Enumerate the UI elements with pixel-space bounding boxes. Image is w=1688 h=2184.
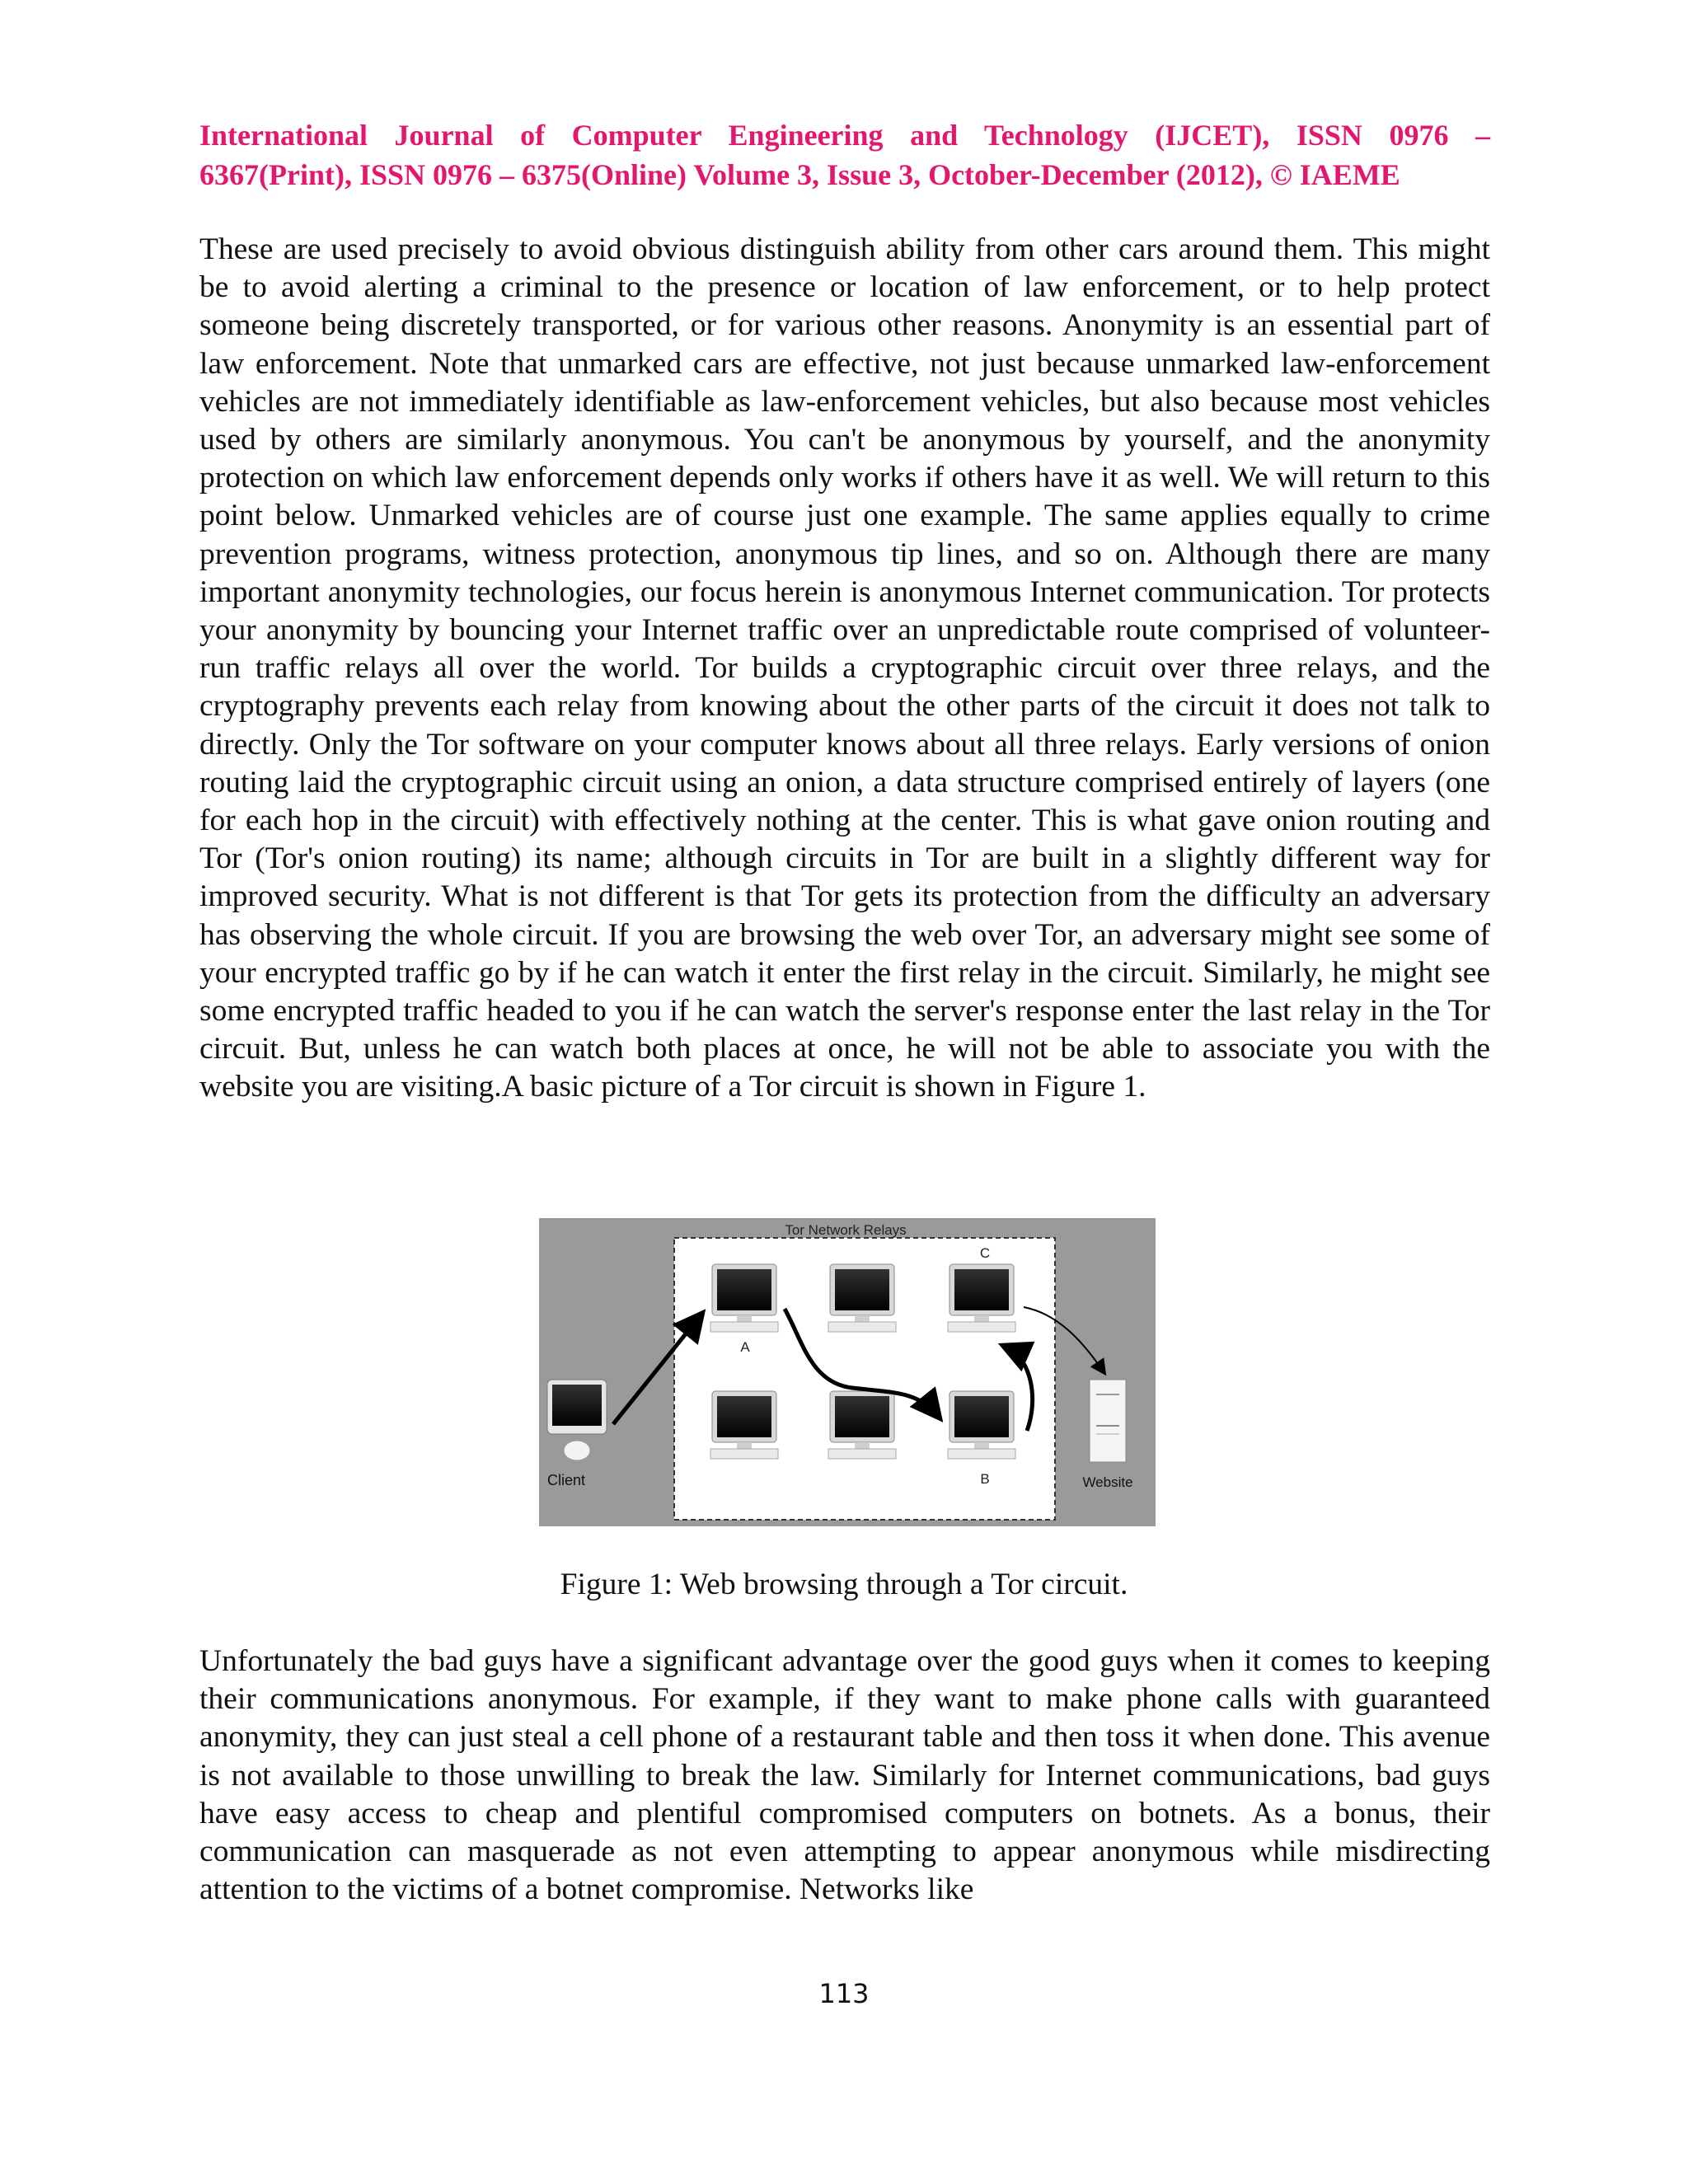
relay-bottom-left-monitor-icon bbox=[710, 1391, 778, 1459]
relay-b-label: B bbox=[980, 1471, 990, 1487]
client-label: Client bbox=[547, 1472, 586, 1488]
website-server-icon bbox=[1090, 1380, 1126, 1462]
tor-circuit-diagram bbox=[539, 1218, 1156, 1526]
journal-header bbox=[199, 115, 1490, 194]
body-paragraph-2: Unfortunately the bad guys have a significant advantage over the good guys when it comes to keeping their communications anonymous. For example, if they want to make phone calls with guaranteed anonymity, they can just steal a cell phone of a restaurant table and then toss it when done. This avenue is not available to those unwilling to break the law. Similarly for Internet communications, bad guys have easy access to cheap and plentiful compromised computers on botnets. As a bonus, their communication can masquerade as not even attempting to appear anonymous while misdirecting attention to the victims of a botnet compromise. Networks like bbox=[199, 1644, 1490, 1907]
journal-header-line-2: 6367(Print), ISSN 0976 – 6375(Online) Volume 3, Issue 3, October-December (2012), © IAEME bbox=[199, 158, 1400, 191]
relay-top-middle-monitor-icon bbox=[828, 1264, 896, 1332]
relay-a-label: A bbox=[740, 1339, 750, 1355]
tor-network-title: Tor Network Relays bbox=[785, 1222, 907, 1238]
relay-bottom-middle-monitor-icon bbox=[828, 1391, 896, 1459]
relay-c-monitor-icon bbox=[948, 1264, 1015, 1332]
body-paragraph-1: These are used precisely to avoid obvious distinguish ability from other cars around them. This might be to avoid alerting a criminal to the presence or location of law enforcement, or to help protect someone being discretely transported, or for various other reasons. Anonymity is an essential part of law enforcement. Note that unmarked cars are effective, not just because unmarked law-enforcement vehicles are not immediately identifiable as law-enforcement vehicles, but also because most vehicles used by others are similarly anonymous. You can't be anonymous by yourself, and the anonymity protection on which law enforcement depends only works if others have it as well. We will return to this point below. Unmarked vehicles are of course just one example. The same applies equally to crime prevention programs, witness protection, anonymous tip lines, and so on. Although there are many important anonymity technologies, our focus herein is anonymous Internet communication. Tor protects your anonymity by bouncing your Internet traffic over an unpredictable route comprised of volunteer-run traffic relays all over the world. Tor builds a cryptographic circuit over three relays, and the cryptography prevents each relay from knowing about the other parts of the circuit it does not talk to directly. Only the Tor software on your computer knows about all three relays. Early versions of onion routing laid the cryptographic circuit using an onion, a data structure comprised entirely of layers (one for each hop in the circuit) with effectively nothing at the center. This is what gave onion routing and Tor (Tor's onion routing) its name; although circuits in Tor are built in a slightly different way for improved security. What is not different is that Tor gets its protection from the difficulty an adversary has observing the whole circuit. If you are browsing the web over Tor, an adversary might see some of your encrypted traffic go by if he can watch it enter the first relay in the circuit. Similarly, he might see some encrypted traffic headed to you if he can watch the server's response enter the last relay in the Tor circuit. But, unless he can watch both places at once, he will not be able to associate you with the website you are visiting.A basic picture of a Tor circuit is shown in Figure 1. bbox=[199, 232, 1490, 1104]
relay-a-monitor-icon bbox=[710, 1264, 778, 1332]
figure-tor-circuit bbox=[539, 1218, 1156, 1526]
journal-header-line-1: International Journal of Computer Engineering and Technology (IJCET), ISSN 0976 – bbox=[199, 119, 1490, 152]
relay-c-label: C bbox=[979, 1245, 991, 1261]
figure-caption: Figure 1: Web browsing through a Tor circuit. bbox=[560, 1568, 1128, 1601]
page-number: 113 bbox=[818, 1978, 870, 2009]
relay-b-monitor-icon bbox=[948, 1391, 1015, 1459]
website-label: Website bbox=[1082, 1474, 1133, 1490]
